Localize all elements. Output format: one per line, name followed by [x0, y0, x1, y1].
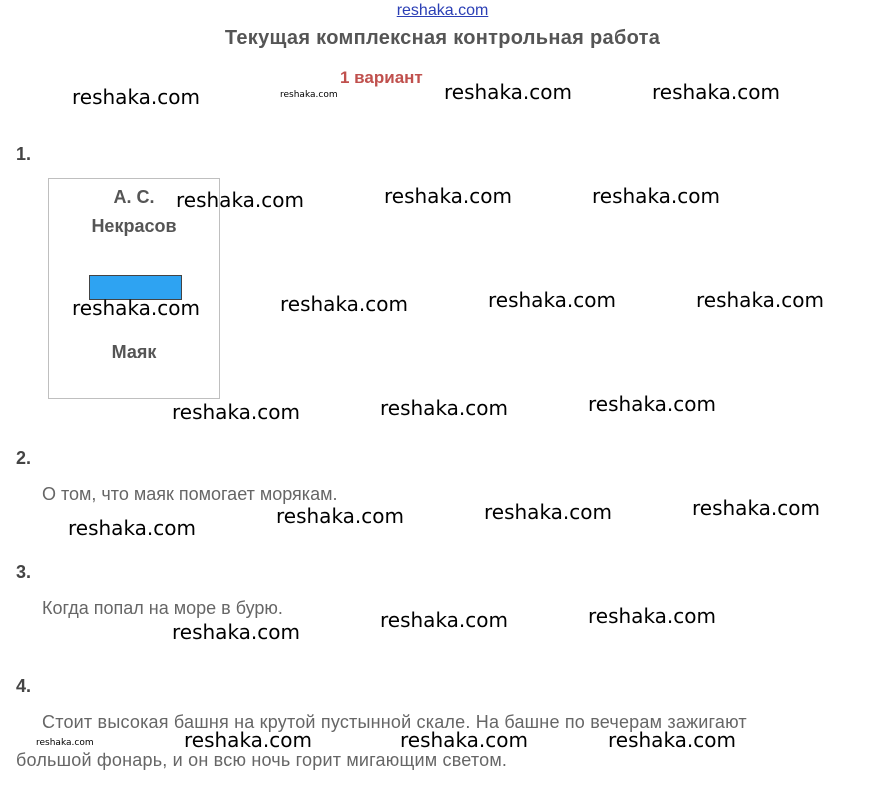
page-title: Текущая комплексная контрольная работа	[224, 27, 661, 49]
book-title: Маяк	[111, 342, 157, 362]
book-author-surname: Некрасов	[91, 216, 177, 236]
answer-4-line-2: большой фонарь, и он всю ночь горит мигающим светом.	[16, 750, 508, 770]
watermark: reshaka.com	[172, 400, 300, 424]
watermark: reshaka.com	[172, 620, 300, 644]
watermark: reshaka.com	[276, 504, 404, 528]
answer-3: Когда попал на море в бурю.	[42, 598, 283, 618]
question-number-1: 1.	[16, 144, 32, 164]
watermark: reshaka.com	[652, 80, 780, 104]
watermark: reshaka.com	[280, 292, 408, 316]
question-number-3: 3.	[16, 562, 32, 582]
watermark: reshaka.com	[176, 188, 304, 212]
watermark: reshaka.com	[280, 90, 338, 100]
watermark: reshaka.com	[400, 728, 528, 752]
watermark: reshaka.com	[72, 85, 200, 109]
watermark: reshaka.com	[588, 392, 716, 416]
watermark: reshaka.com	[72, 296, 200, 320]
watermark: reshaka.com	[484, 500, 612, 524]
watermark: reshaka.com	[488, 288, 616, 312]
book-author-initials: А. С.	[113, 187, 155, 207]
site-link[interactable]: reshaka.com	[396, 2, 489, 19]
watermark: reshaka.com	[692, 496, 820, 520]
watermark: reshaka.com	[592, 184, 720, 208]
watermark: reshaka.com	[36, 738, 94, 748]
watermark: reshaka.com	[384, 184, 512, 208]
watermark: reshaka.com	[588, 604, 716, 628]
watermark: reshaka.com	[184, 728, 312, 752]
answer-4-line-1: Стоит высокая башня на крутой пустынной скале. На башне по вечерам зажигают	[42, 712, 747, 732]
watermark: reshaka.com	[608, 728, 736, 752]
variant-label: 1 вариант	[340, 68, 423, 87]
watermark: reshaka.com	[380, 396, 508, 420]
watermark: reshaka.com	[696, 288, 824, 312]
watermark: reshaka.com	[444, 80, 572, 104]
question-number-2: 2.	[16, 448, 32, 468]
question-number-4: 4.	[16, 676, 32, 696]
watermark: reshaka.com	[380, 608, 508, 632]
watermark: reshaka.com	[68, 516, 196, 540]
answer-2: О том, что маяк помогает морякам.	[42, 484, 338, 504]
